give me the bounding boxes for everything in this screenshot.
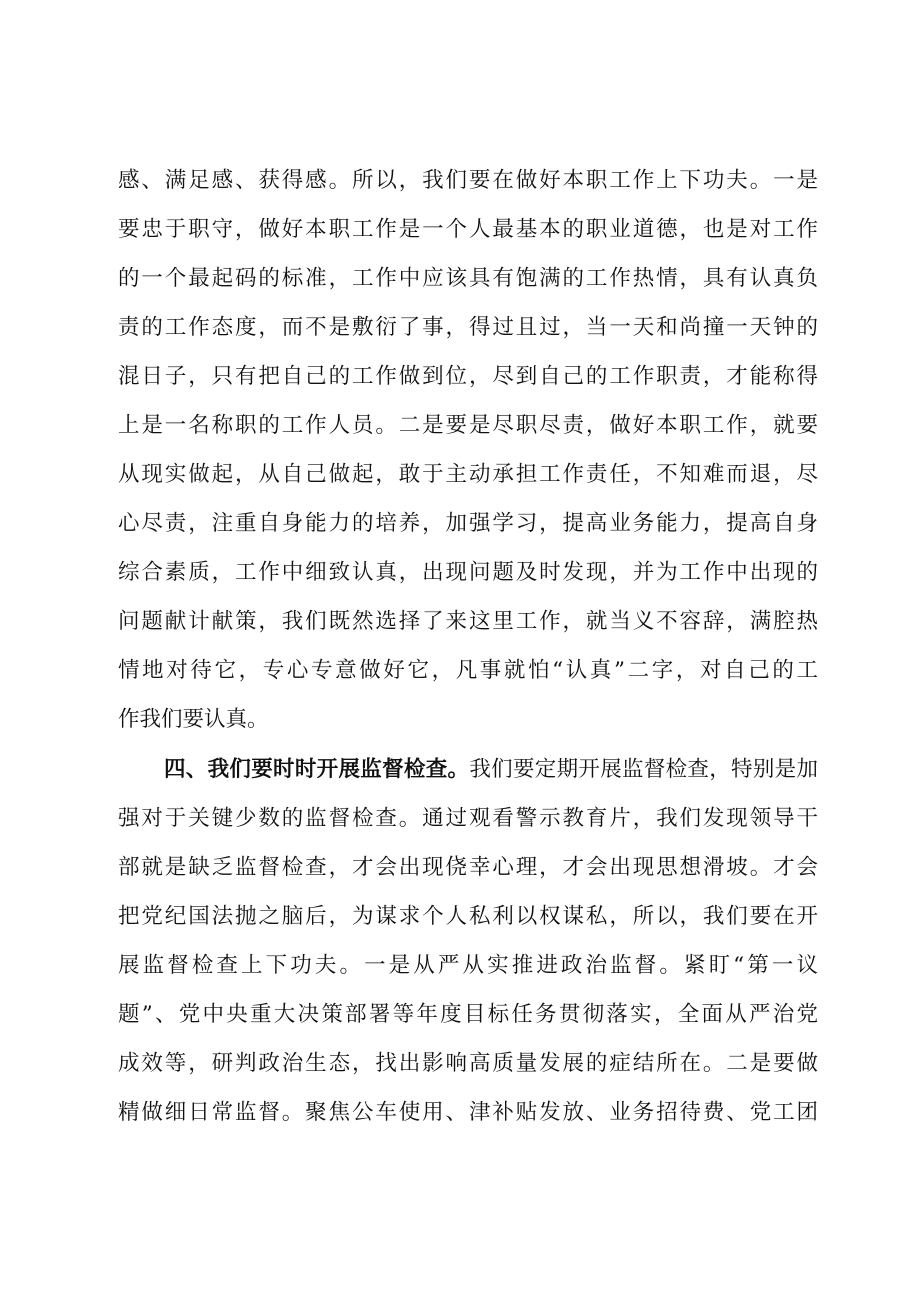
paragraph-1-line: 要忠于职守，做好本职工作是一个人最基本的职业道德，也是对工作 [118, 217, 818, 242]
paragraph-1-line: 从现实做起，从自己做起，敢于主动承担工作责任，不知难而退，尽 [118, 462, 818, 487]
paragraph-2-line: 题”、党中央重大决策部署等年度目标任务贯彻落实，全面从严治党 [118, 1002, 818, 1027]
paragraph-2-first-line-text: 我们要定期开展监督检查，特别是加 [469, 757, 818, 782]
paragraph-2-first-line [164, 755, 818, 785]
paragraph-1-line: 混日子，只有把自己的工作做到位，尽到自己的工作职责，才能称得 [118, 364, 818, 389]
paragraph-1-line: 责的工作态度，而不是敷衍了事，得过且过，当一天和尚撞一天钟的 [118, 315, 818, 340]
paragraph-1-line: 问题献计献策，我们既然选择了来这里工作，就当义不容辞，满腔热 [118, 609, 818, 634]
paragraph-1-line: 上是一名称职的工作人员。二是要是尽职尽责，做好本职工作，就要 [118, 413, 818, 438]
paragraph-1-line: 综合素质，工作中细致认真，出现问题及时发现，并为工作中出现的 [118, 560, 818, 585]
paragraph-2-line: 强对于关键少数的监督检查。通过观看警示教育片，我们发现领导干 [118, 806, 818, 831]
paragraph-1-line: 的一个最起码的标准，工作中应该具有饱满的工作热情，具有认真负 [118, 266, 818, 291]
paragraph-2-line: 精做细日常监督。聚焦公车使用、津补贴发放、业务招待费、党工团 [118, 1100, 818, 1125]
paragraph-2-line: 展监督检查上下功夫。一是从严从实推进政治监督。紧盯“第一议 [118, 953, 818, 978]
paragraph-2-line: 成效等，研判政治生态，找出影响高质量发展的症结所在。二是要做 [118, 1051, 818, 1076]
paragraph-2-line: 部就是缺乏监督检查，才会出现侥幸心理，才会出现思想滑坡。才会 [118, 855, 818, 880]
paragraph-1-line: 作我们要认真。 [118, 707, 269, 732]
paragraph-1-line: 心尽责，注重自身能力的培养，加强学习，提高业务能力，提高自身 [118, 511, 818, 536]
section-heading: 四、我们要时时开展监督检查。 [164, 757, 470, 782]
paragraph-1-line: 感、满足感、获得感。所以，我们要在做好本职工作上下功夫。一是 [118, 168, 818, 193]
paragraph-2-line: 把党纪国法抛之脑后，为谋求个人私利以权谋私，所以，我们要在开 [118, 904, 818, 929]
paragraph-1-line: 情地对待它，专心专意做好它，凡事就怕“认真”二字，对自己的工 [118, 658, 818, 683]
